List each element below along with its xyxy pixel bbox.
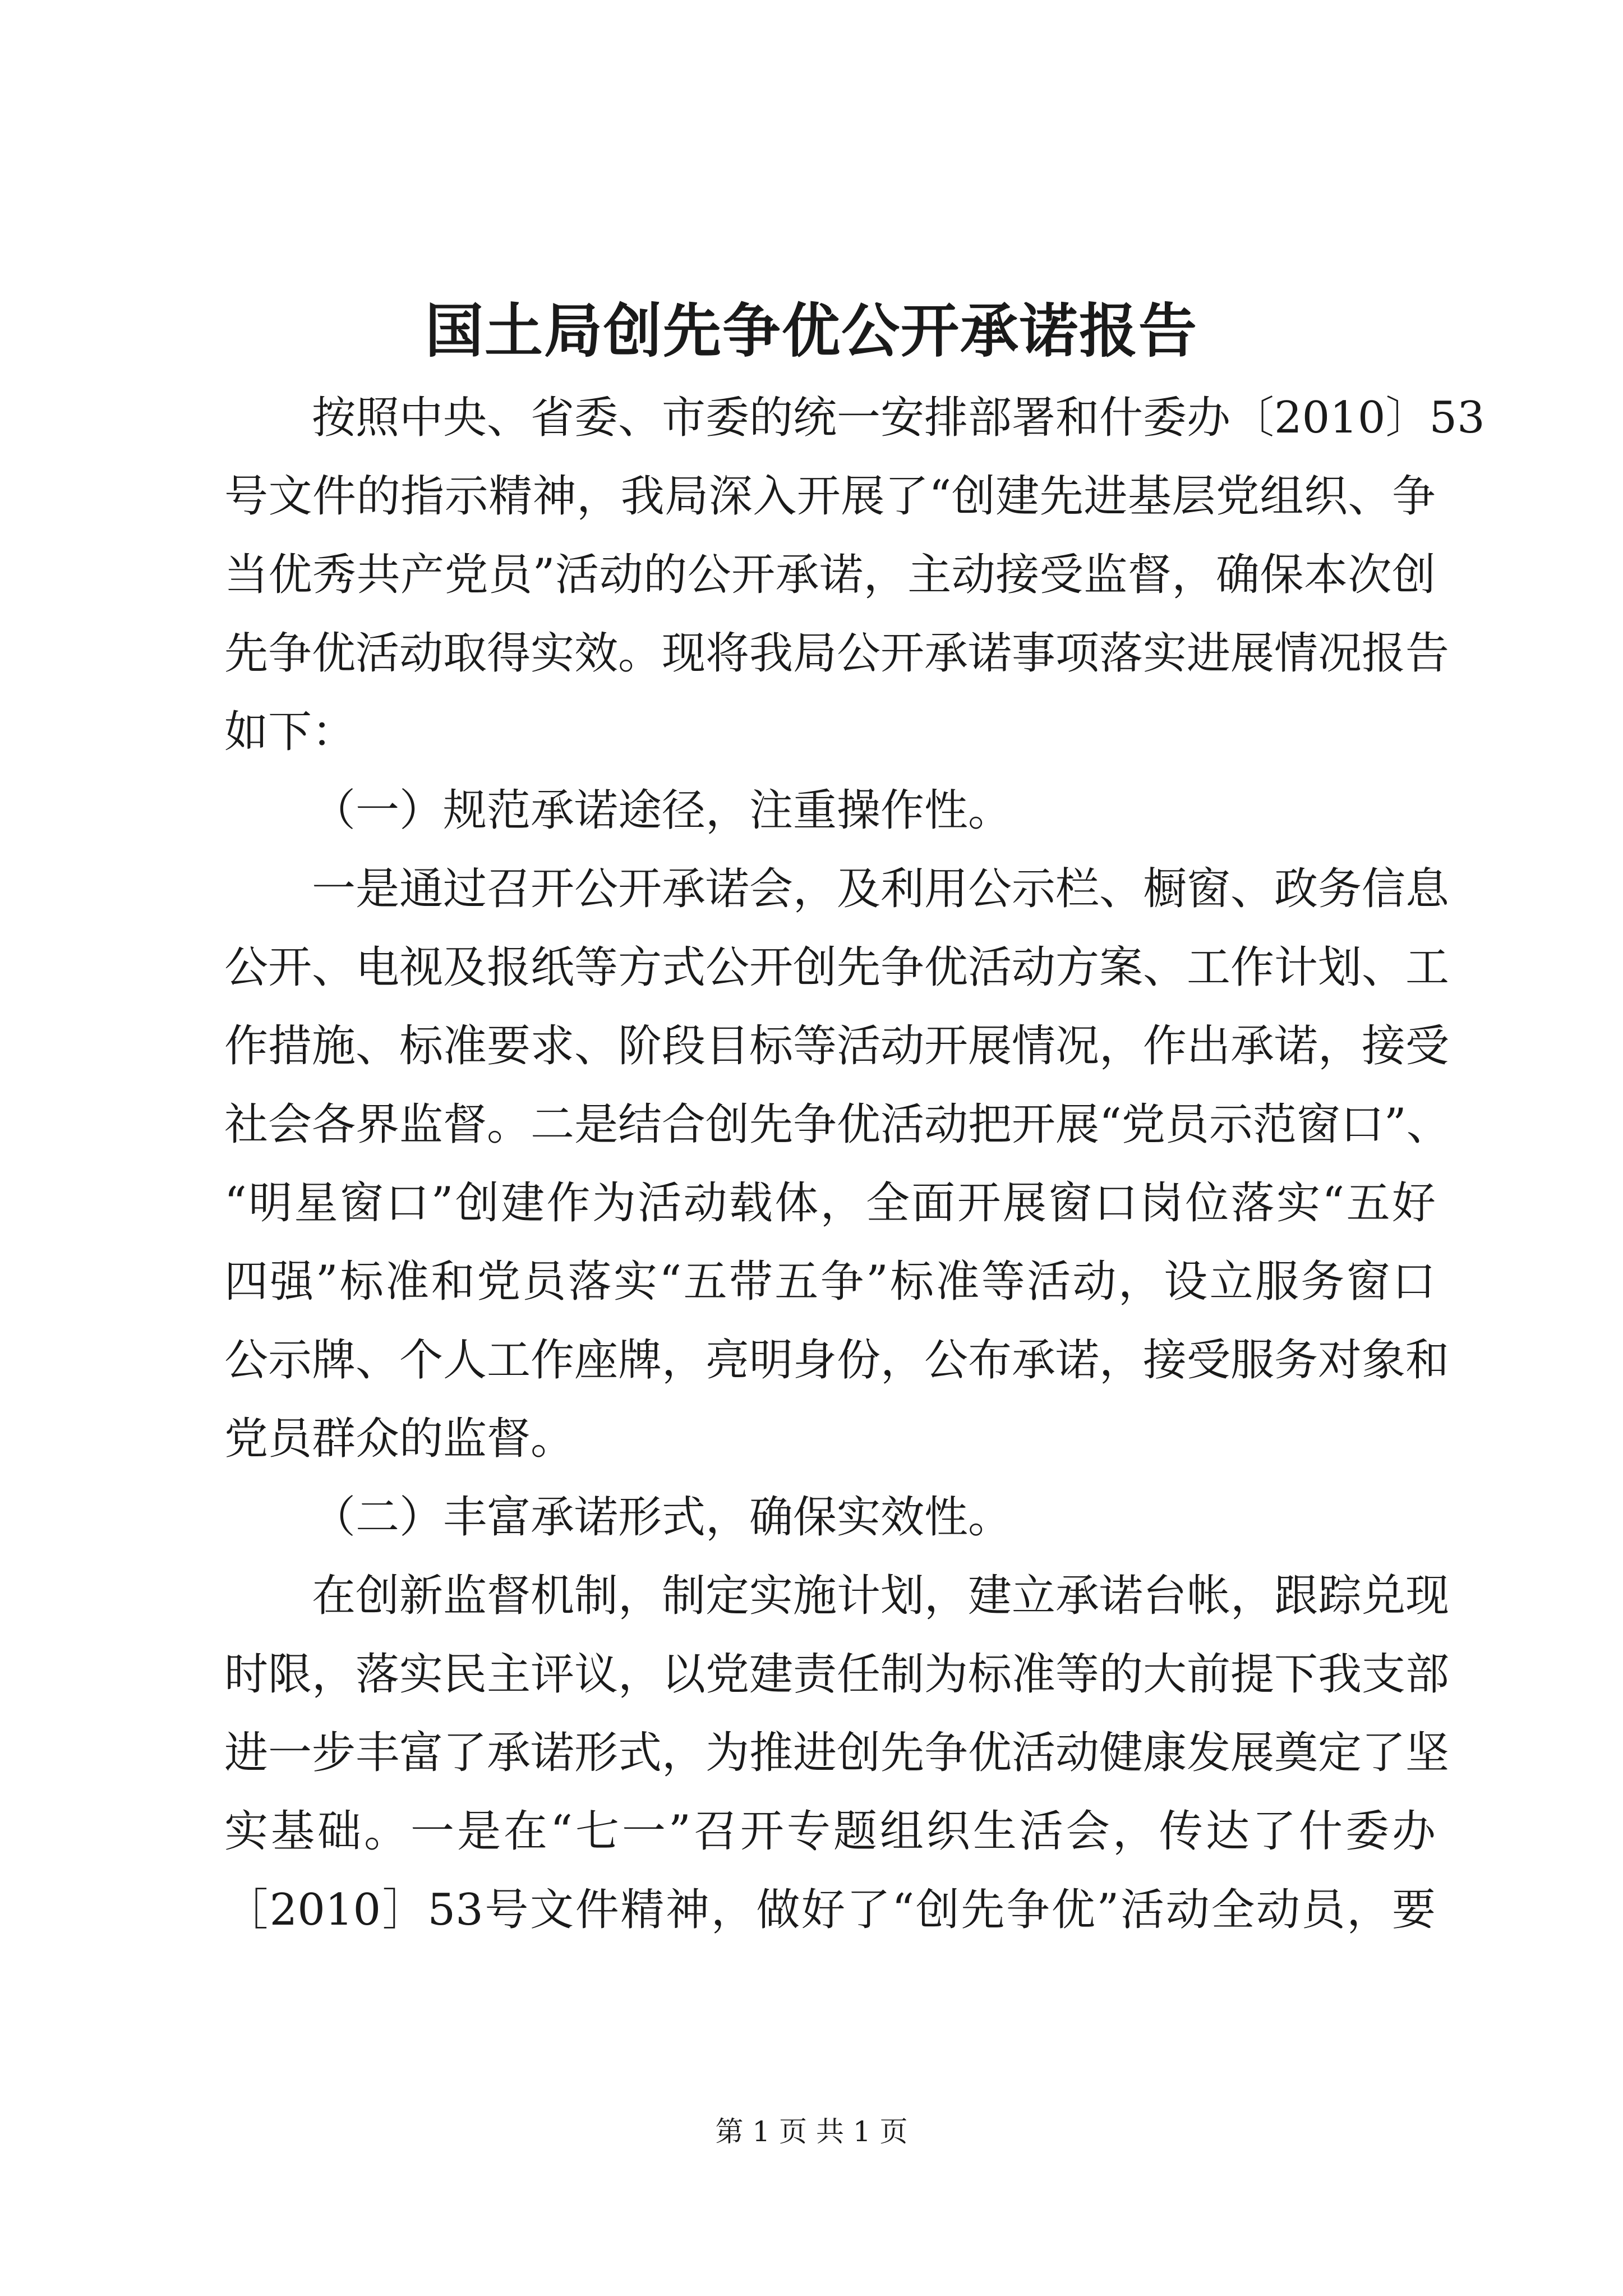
paragraph-line: 公示牌、个人工作座牌，亮明身份，公布承诺，接受服务对象和	[224, 1335, 1450, 1386]
paragraph-line: 当优秀共产党员”活动的公开承诺，主动接受监督，确保本次创	[224, 550, 1436, 600]
paragraph-line: ［2010］53号文件精神，做好了“创先争优”活动全动员，要	[224, 1885, 1436, 1935]
paragraph-line: 党员群众的监督。	[224, 1414, 575, 1464]
paragraph-line: 如下：	[224, 707, 356, 757]
paragraph-line: 按照中央、省委、市委的统一安排部署和什委办〔2010〕53	[312, 393, 1485, 443]
paragraph-line: 一是通过召开公开承诺会，及利用公示栏、橱窗、政务信息	[312, 864, 1450, 914]
paragraph-line: 四强”标准和党员落实“五带五争”标准等活动，设立服务窗口	[224, 1257, 1436, 1307]
paragraph-line: “明星窗口”创建作为活动载体，全面开展窗口岗位落实“五好	[224, 1178, 1436, 1228]
paragraph-line: 进一步丰富了承诺形式，为推进创先争优活动健康发展奠定了坚	[224, 1728, 1450, 1778]
page-footer: 第 1 页 共 1 页	[715, 2115, 908, 2148]
document-title: 国土局创先争优公开承诺报告	[425, 296, 1198, 365]
paragraph-line: 实基础。一是在“七一”召开专题组织生活会，传达了什委办	[224, 1806, 1436, 1857]
paragraph-line: 在创新监督机制，制定实施计划，建立承诺台帐，跟踪兑现	[312, 1571, 1450, 1621]
paragraph-line: 作措施、标准要求、阶段目标等活动开展情况，作出承诺，接受	[224, 1021, 1450, 1071]
paragraph-line: 时限，落实民主评议，以党建责任制为标准等的大前提下我支部	[224, 1649, 1450, 1700]
paragraph-line: 公开、电视及报纸等方式公开创先争优活动方案、工作计划、工	[224, 942, 1450, 993]
section-heading: （二）丰富承诺形式，确保实效性。	[312, 1492, 1012, 1543]
paragraph-line: 社会各界监督。二是结合创先争优活动把开展“党员示范窗口”、	[224, 1099, 1450, 1150]
paragraph-line: 先争优活动取得实效。现将我局公开承诺事项落实进展情况报告	[224, 628, 1450, 679]
paragraph-line: 号文件的指示精神，我局深入开展了“创建先进基层党组织、争	[224, 471, 1436, 522]
section-heading: （一）规范承诺途径，注重操作性。	[312, 785, 1012, 836]
